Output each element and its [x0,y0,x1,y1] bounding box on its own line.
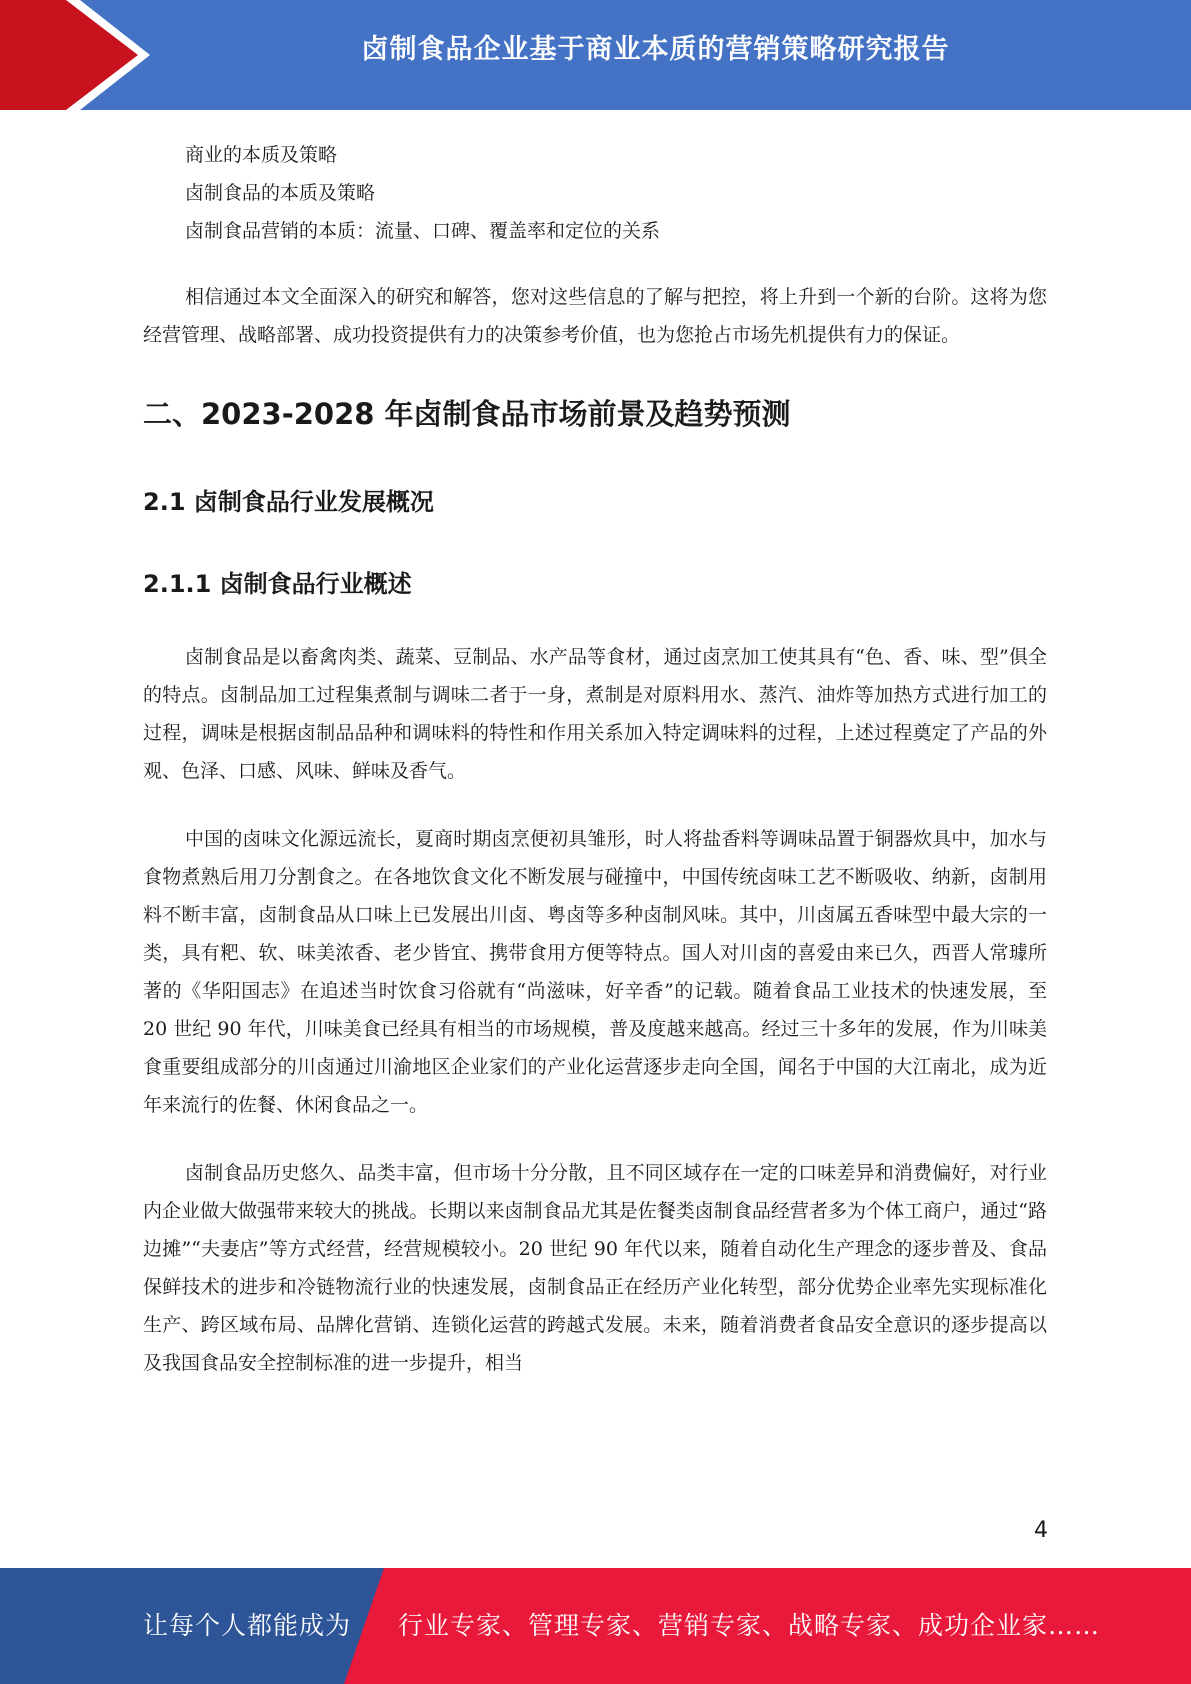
intro-paragraph: 相信通过本文全面深入的研究和解答，您对这些信息的了解与把控，将上升到一个新的台阶。这将为您经营管理、战略部署、成功投资提供有力的决策参考价值，也为您抢占市场先机提供有力的保证。 [143,286,1047,346]
subsubsection-heading: 2.1.1 卤制食品行业概述 [143,570,412,598]
footer-banner [0,1568,1191,1684]
toc-item: 商业的本质及策略 [185,144,338,166]
footer-slogan-left: 让每个人都能成为 [143,1611,352,1640]
body-paragraph: 卤制食品是以畜禽肉类、蔬菜、豆制品、水产品等食材，通过卤烹加工使其具有“色、香、味、型”俱全的特点。卤制品加工过程集煮制与调味二者于一身，煮制是对原料用水、蒸汽、油炸等加热方式进行加工的过程，调味是根据卤制品品种和调味料的特性和作用关系加入特定调味料的过程，上述过程奠定了产品的外观、色泽、口感、风味、鲜味及香气。 [143,646,1047,782]
subsection-heading: 2.1 卤制食品行业发展概况 [143,488,434,516]
footer-slogan-right: 行业专家、管理专家、营销专家、战略专家、成功企业家…… [398,1611,1101,1640]
page-number: 4 [1034,1518,1048,1543]
body-paragraph: 中国的卤味文化源远流长，夏商时期卤烹便初具雏形，时人将盐香料等调味品置于铜器炊具中，加水与食物煮熟后用刀分割食之。在各地饮食文化不断发展与碰撞中，中国传统卤味工艺不断吸收、纳新，卤制用料不断丰富，卤制食品从口味上已发展出川卤、粤卤等多种卤制风味。其中，川卤属五香味型中最大宗的一类，具有粑、软、味美浓香、老少皆宜、携带食用方便等特点。国人对川卤的喜爱由来已久，西晋人常璩所著的《华阳国志》在追述当时饮食习俗就有“尚滋味，好辛香”的记载。随着食品工业技术的快速发展，至 20 世纪 90 年代，川味美食已经具有相当的市场规模，普及度越来越高。经过三十多年的发展，作为川味美食重要组成部分的川卤通过川渝地区企业家们的产业化运营逐步走向全国，闻名于中国的大江南北，成为近年来流行的佐餐、休闲食品之一。 [143,828,1047,1116]
toc-item: 卤制食品营销的本质：流量、口碑、覆盖率和定位的关系 [185,220,661,242]
section-heading: 二、2023-2028 年卤制食品市场前景及趋势预测 [143,397,791,431]
page-content [143,136,1047,1382]
report-title: 卤制食品企业基于商业本质的营销策略研究报告 [361,34,950,65]
header-red-arrow [0,0,148,110]
body-paragraph: 卤制食品历史悠久、品类丰富，但市场十分分散，且不同区域存在一定的口味差异和消费偏好，对行业内企业做大做强带来较大的挑战。长期以来卤制食品尤其是佐餐类卤制食品经营者多为个体工商户，通过“路边摊”“夫妻店”等方式经营，经营规模较小。20 世纪 90 年代以来，随着自动化生产理念的逐步普及、食品保鲜技术的进步和冷链物流行业的快速发展，卤制食品正在经历产业化转型，部分优势企业率先实现标准化生产、跨区域布局、品牌化营销、连锁化运营的跨越式发展。未来，随着消费者食品安全意识的逐步提高以及我国食品安全控制标准的进一步提升，相当 [143,1162,1047,1374]
header-banner [0,0,1191,110]
toc-item: 卤制食品的本质及策略 [185,182,376,204]
